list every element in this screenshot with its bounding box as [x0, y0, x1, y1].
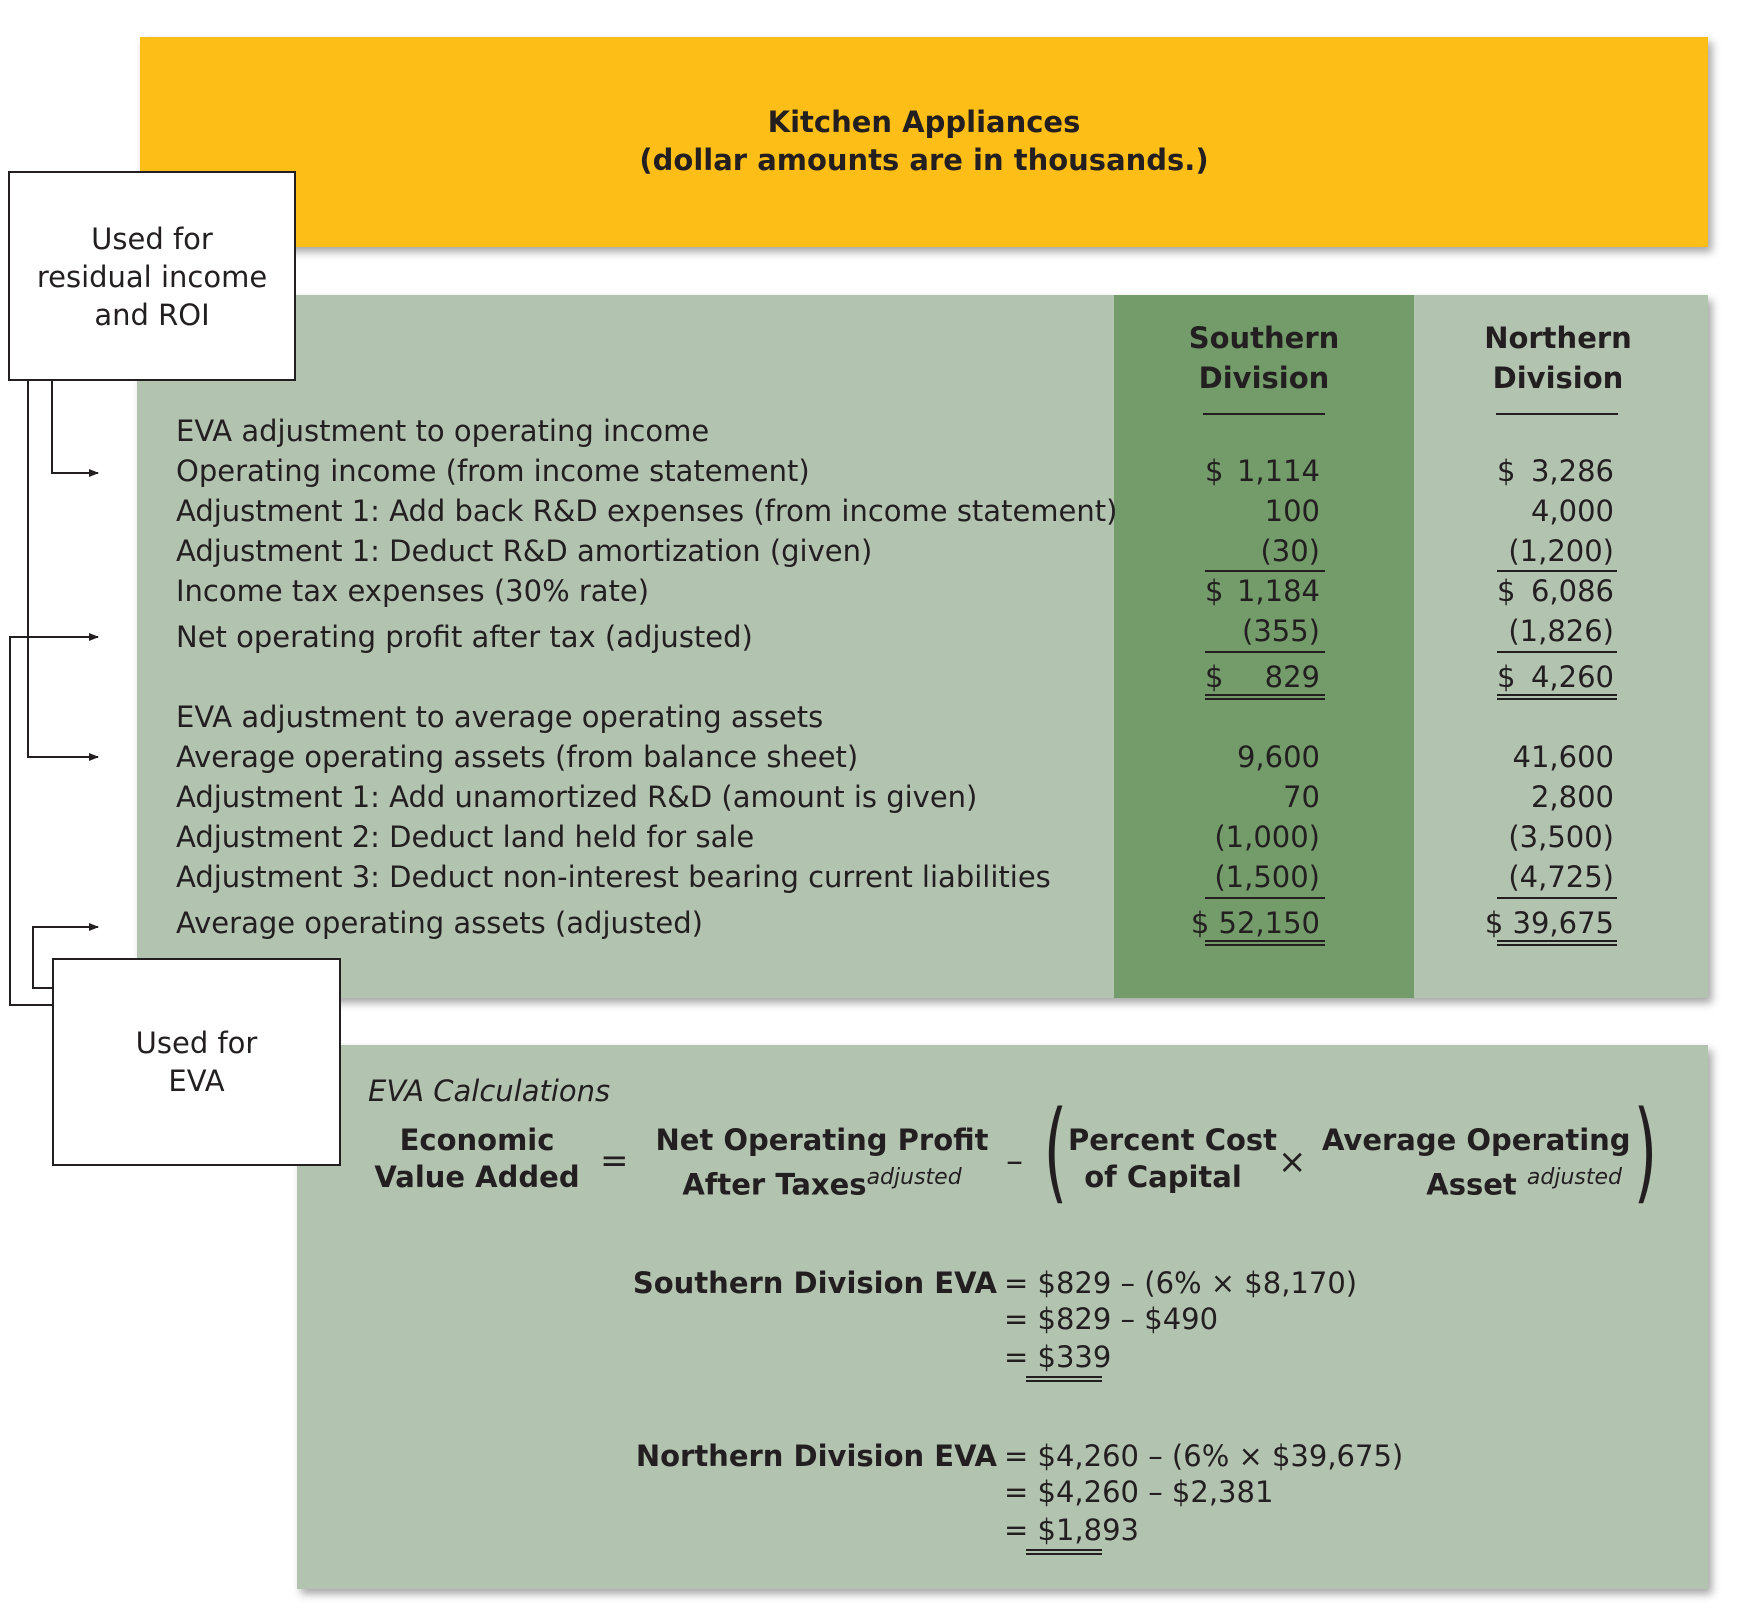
arrow-operating-income [52, 380, 98, 473]
currency-symbol: $ [1497, 574, 1516, 608]
northern-eva-step: = $4,260 – (6% × $39,675) [1004, 1439, 1404, 1473]
arrow-average-assets [28, 380, 98, 757]
formula-minus: – [1006, 1141, 1023, 1181]
result-double-underline [1026, 1549, 1102, 1555]
south-value: (1,000) [1214, 820, 1320, 854]
northern-eva-label: Northern Division EVA [635, 1439, 997, 1473]
subtitle-line: (dollar amounts are in thousands.) [639, 143, 1209, 177]
row-label: Adjustment 1: Deduct R&D amortization (given) [176, 534, 873, 568]
formula-cost-term: Percent Cost of Capital [1068, 1123, 1278, 1194]
south-value: 100 [1264, 494, 1320, 528]
south-value: (355) [1242, 614, 1320, 648]
north-value: 3,286 [1530, 454, 1614, 488]
south-value: 70 [1283, 780, 1320, 814]
north-value: $ 39,675 [1484, 906, 1614, 940]
south-value: (1,500) [1214, 860, 1320, 894]
section-heading-income: EVA adjustment to operating income [176, 414, 710, 448]
south-value: (30) [1260, 534, 1320, 568]
south-value: 1,114 [1236, 454, 1320, 488]
eva-section-title: EVA Calculations [368, 1074, 611, 1108]
north-value: 4,000 [1530, 494, 1614, 528]
row-label: Adjustment 1: Add back R&D expenses (from income statement) [176, 494, 1118, 528]
southern-eva-step: = $829 – (6% × $8,170) [1004, 1266, 1358, 1300]
row-label: Adjustment 3: Deduct non-interest bearing current liabilities [176, 860, 1051, 894]
currency-symbol: $ [1205, 454, 1224, 488]
north-value: (3,500) [1508, 820, 1614, 854]
row-label: Net operating profit after tax (adjusted) [176, 620, 753, 654]
south-value: 9,600 [1236, 740, 1320, 774]
north-value: 6,086 [1530, 574, 1614, 608]
north-value: (1,826) [1508, 614, 1614, 648]
north-value: (4,725) [1508, 860, 1614, 894]
currency-symbol: $ [1497, 660, 1516, 694]
formula-equals: = [600, 1141, 629, 1181]
formula-times: × [1278, 1142, 1307, 1182]
northern-division-header: Northern Division [1484, 321, 1632, 395]
south-value: $ 52,150 [1190, 906, 1320, 940]
north-value: 4,260 [1530, 660, 1614, 694]
southern-eva-step: = $829 – $490 [1004, 1302, 1219, 1336]
southern-division-header: Southern Division [1188, 321, 1340, 395]
formula-assets-term: Average Operating Asset $^{adjusted}$ [1322, 1123, 1631, 1202]
row-label: Adjustment 2: Deduct land held for sale [176, 820, 755, 854]
formula-right-paren: ) [1633, 1087, 1658, 1215]
callout-eva: Used for EVA [52, 958, 341, 1166]
callout-residual-income: Used for residual income and ROI [8, 171, 296, 381]
formula-nopat-term: Net Operating Profit After Taxes$^{adjusted}$ [655, 1123, 989, 1202]
currency-symbol: $ [1205, 660, 1224, 694]
title-line: Kitchen Appliances [767, 105, 1081, 139]
row-label: Average operating assets (from balance sheet) [176, 740, 859, 774]
formula-eva-term: Economic Value Added [374, 1123, 580, 1194]
south-value: 829 [1264, 660, 1320, 694]
row-label: Average operating assets (adjusted) [176, 906, 703, 940]
result-double-underline [1026, 1376, 1102, 1382]
north-value: 2,800 [1530, 780, 1614, 814]
section-heading-assets: EVA adjustment to average operating assets [176, 700, 824, 734]
row-label: Income tax expenses (30% rate) [176, 574, 650, 608]
north-value: 41,600 [1512, 740, 1614, 774]
row-label: Adjustment 1: Add unamortized R&D (amount is given) [176, 780, 978, 814]
southern-eva-label: Southern Division EVA [632, 1266, 997, 1300]
south-value: 1,184 [1236, 574, 1320, 608]
southern-eva-result: = $339 [1004, 1340, 1112, 1374]
northern-eva-result: = $1,893 [1004, 1513, 1139, 1547]
row-label: Operating income (from income statement) [176, 454, 810, 488]
currency-symbol: $ [1205, 574, 1224, 608]
arrow-nopat [10, 637, 98, 1005]
north-value: (1,200) [1508, 534, 1614, 568]
northern-eva-step: = $4,260 – $2,381 [1004, 1475, 1274, 1509]
currency-symbol: $ [1497, 454, 1516, 488]
formula-left-paren: ( [1043, 1087, 1068, 1215]
